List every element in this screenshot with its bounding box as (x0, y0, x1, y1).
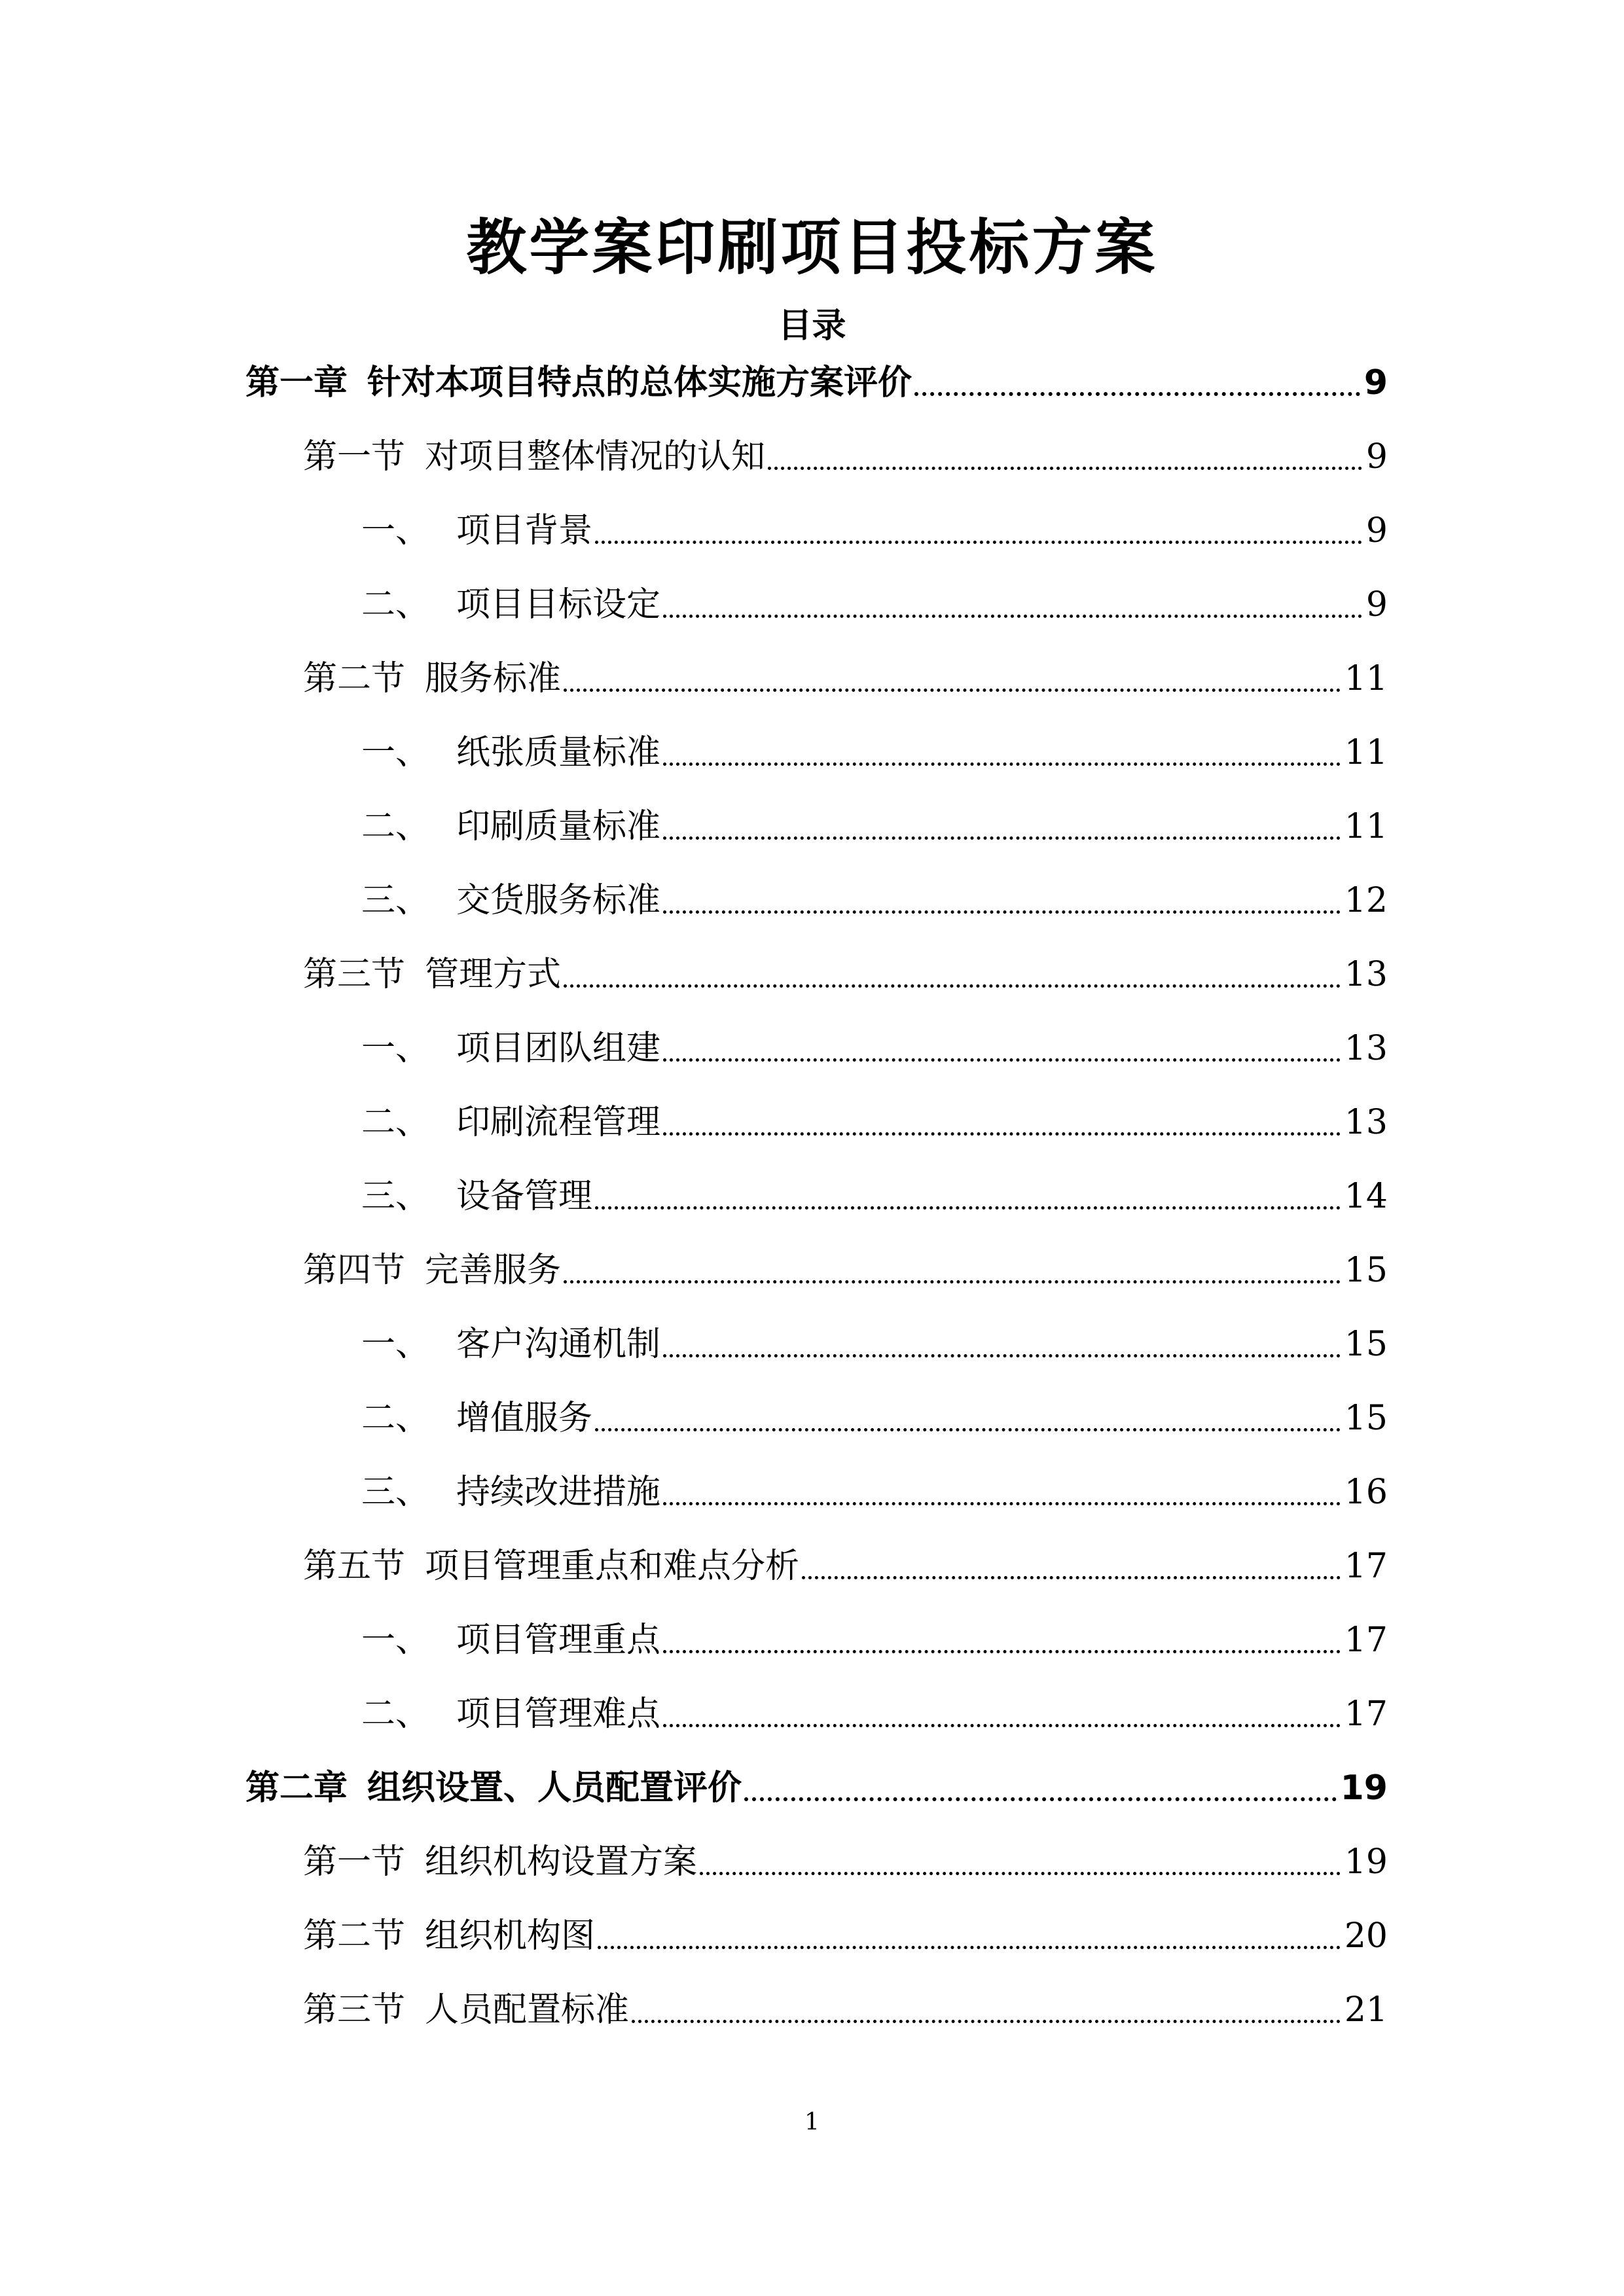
toc-entry-label (361, 874, 660, 927)
toc-entry-page: 19 (1344, 1842, 1388, 1882)
toc-entry-page: 15 (1344, 1325, 1388, 1364)
toc-entry-number: 一、 (361, 1621, 430, 1660)
toc-entry-number: 第二节 (303, 1916, 406, 1956)
toc-entry-number: 第二节 (303, 659, 406, 698)
toc-entry-text: 组织机构图 (425, 1916, 596, 1956)
toc-entry-label (245, 1762, 742, 1814)
toc-entry-number: 第二章 (245, 1768, 348, 1808)
toc-dot-leader (663, 1724, 1341, 1727)
toc-entry[interactable] (361, 1096, 1388, 1149)
toc-dot-leader (663, 1058, 1341, 1062)
toc-entry[interactable] (361, 726, 1388, 779)
toc-entry-label (303, 1836, 697, 1888)
toc-entry[interactable] (303, 1910, 1388, 1962)
toc-entry[interactable] (361, 1392, 1388, 1444)
toc-entry-text: 项目管理重点 (456, 1621, 661, 1660)
toc-dot-leader (595, 1206, 1341, 1210)
toc-entry-text: 印刷质量标准 (456, 807, 661, 846)
toc-entry-text: 项目目标设定 (456, 585, 661, 624)
toc-entry[interactable] (361, 800, 1388, 853)
toc-entry-number: 一、 (361, 1325, 430, 1364)
toc-dot-leader (564, 984, 1341, 988)
toc-entry-page: 13 (1344, 955, 1388, 994)
toc-entry-number: 三、 (361, 881, 430, 920)
toc-entry-label (303, 1984, 629, 2036)
toc-entry-label (361, 1096, 660, 1149)
toc-dot-leader (632, 2020, 1341, 2023)
toc-entry-number: 一、 (361, 733, 430, 772)
toc-dot-leader (663, 1132, 1341, 1136)
document-title: 教学案印刷项目投标方案 (466, 213, 1158, 283)
toc-entry[interactable] (361, 1170, 1388, 1223)
toc-entry[interactable] (361, 1318, 1388, 1371)
toc-entry[interactable] (303, 948, 1388, 1001)
toc-entry[interactable] (361, 874, 1388, 927)
toc-dot-leader (663, 1650, 1341, 1653)
toc-entry-number: 三、 (361, 1177, 430, 1216)
toc-entry-label (361, 1318, 660, 1371)
toc-entry-label (361, 800, 660, 853)
toc-entry-number: 第三节 (303, 1990, 406, 2030)
toc-dot-leader (564, 1280, 1341, 1283)
toc-entry-number: 第一节 (303, 1842, 406, 1882)
toc-entry-label (361, 1688, 660, 1740)
toc-entry-number: 一、 (361, 511, 430, 550)
toc-entry-text: 设备管理 (456, 1177, 593, 1216)
toc-entry-number: 二、 (361, 807, 430, 846)
toc-entry-text: 组织设置、人员配置评价 (367, 1768, 742, 1808)
toc-entry-page: 17 (1344, 1695, 1388, 1734)
toc-entry-number: 第一章 (245, 363, 348, 403)
toc-entry-number: 三、 (361, 1473, 430, 1512)
toc-dot-leader (663, 910, 1341, 914)
toc-entry-number: 一、 (361, 1029, 430, 1068)
toc-dot-leader (768, 467, 1362, 470)
toc-entry-number: 第一节 (303, 437, 406, 476)
toc-entry-label (303, 431, 765, 483)
toc-entry-page: 9 (1365, 585, 1388, 624)
toc-dot-leader (802, 1576, 1341, 1579)
toc-dot-leader (744, 1797, 1337, 1801)
toc-entry-text: 增值服务 (456, 1399, 593, 1438)
toc-dot-leader (914, 392, 1360, 396)
toc-entry-page: 16 (1344, 1473, 1388, 1512)
toc-entry-text: 人员配置标准 (425, 1990, 630, 2030)
toc-entry[interactable] (303, 653, 1388, 705)
toc-entry-number: 第五节 (303, 1547, 406, 1586)
toc-entry-number: 二、 (361, 1695, 430, 1734)
toc-entry-number: 二、 (361, 585, 430, 624)
toc-entry[interactable] (303, 1984, 1388, 2036)
toc-entry-number: 二、 (361, 1399, 430, 1438)
page-number: 1 (804, 2109, 820, 2136)
toc-entry-page: 14 (1344, 1177, 1388, 1216)
toc-entry-page: 21 (1344, 1990, 1388, 2030)
toc-entry-text: 组织机构设置方案 (425, 1842, 698, 1882)
toc-dot-leader (663, 1502, 1341, 1505)
toc-entry-text: 对项目整体情况的认知 (425, 437, 766, 476)
toc-entry[interactable] (361, 1688, 1388, 1740)
toc-entry-text: 交货服务标准 (456, 881, 661, 920)
toc-entry-page: 15 (1344, 1251, 1388, 1290)
toc-entry-label (303, 1910, 595, 1962)
toc-entry[interactable] (361, 1466, 1388, 1518)
toc-dot-leader (598, 1946, 1341, 1949)
toc-entry[interactable] (361, 1022, 1388, 1075)
toc-entry-number: 第三节 (303, 955, 406, 994)
toc-entry-page: 9 (1363, 363, 1388, 403)
toc-entry-page: 15 (1344, 1399, 1388, 1438)
toc-entry-text: 项目团队组建 (456, 1029, 661, 1068)
toc-entry-text: 完善服务 (425, 1251, 562, 1290)
toc-entry-label (361, 1170, 592, 1223)
toc-entry-page: 17 (1344, 1547, 1388, 1586)
toc-entry-page: 19 (1340, 1768, 1388, 1808)
toc-entry-label (361, 1466, 660, 1518)
toc-entry[interactable] (361, 1614, 1388, 1666)
toc-entry-page: 17 (1344, 1621, 1388, 1660)
toc-entry-page: 11 (1344, 659, 1388, 698)
toc-dot-leader (595, 541, 1362, 544)
toc-entry-page: 13 (1344, 1029, 1388, 1068)
toc-entry-text: 服务标准 (425, 659, 562, 698)
toc-entry[interactable] (303, 431, 1388, 483)
toc-entry-label (361, 505, 592, 557)
toc-entry[interactable] (303, 1836, 1388, 1888)
toc-entry-label (361, 579, 660, 631)
toc-entry-text: 针对本项目特点的总体实施方案评价 (367, 363, 912, 403)
toc-entry-number: 第四节 (303, 1251, 406, 1290)
toc-entry-text: 项目背景 (456, 511, 593, 550)
toc-entry-label (361, 1022, 660, 1075)
toc-entry-page: 20 (1344, 1916, 1388, 1956)
toc-entry[interactable] (303, 1244, 1388, 1297)
toc-entry-text: 管理方式 (425, 955, 562, 994)
toc-entry-text: 印刷流程管理 (456, 1103, 661, 1142)
toc-dot-leader (595, 1428, 1341, 1431)
toc-entry-text: 纸张质量标准 (456, 733, 661, 772)
toc-entry-number: 二、 (361, 1103, 430, 1142)
toc-dot-leader (564, 689, 1341, 692)
toc-entry-page: 9 (1365, 511, 1388, 550)
toc-dot-leader (663, 836, 1341, 840)
toc-dot-leader (663, 762, 1341, 766)
toc-entry-text: 客户沟通机制 (456, 1325, 661, 1364)
toc-entry-label (245, 357, 912, 409)
toc-entry-page: 11 (1344, 733, 1388, 772)
toc-heading: 目录 (778, 306, 846, 346)
toc-entry-text: 持续改进措施 (456, 1473, 661, 1512)
toc-entry[interactable] (245, 357, 1388, 409)
toc-entry[interactable] (303, 1540, 1388, 1592)
toc-entry-page: 13 (1344, 1103, 1388, 1142)
toc-entry-label (303, 1244, 561, 1297)
toc-entry[interactable] (245, 1762, 1388, 1814)
toc-entry[interactable] (361, 505, 1388, 557)
toc-entry-label (361, 726, 660, 779)
toc-dot-leader (663, 1354, 1341, 1357)
toc-entry-label (303, 653, 561, 705)
toc-entry-label (303, 1540, 799, 1592)
toc-entry-page: 12 (1344, 881, 1388, 920)
toc-entry-label (361, 1614, 660, 1666)
toc-entry-text: 项目管理难点 (456, 1695, 661, 1734)
toc-entry-label (303, 948, 561, 1001)
toc-dot-leader (663, 615, 1362, 618)
toc-entry-text: 项目管理重点和难点分析 (425, 1547, 800, 1586)
toc-entry[interactable] (361, 579, 1388, 631)
toc-dot-leader (700, 1872, 1341, 1875)
toc-entry-page: 11 (1344, 807, 1388, 846)
toc-entry-label (361, 1392, 592, 1444)
toc-entry-page: 9 (1365, 437, 1388, 476)
